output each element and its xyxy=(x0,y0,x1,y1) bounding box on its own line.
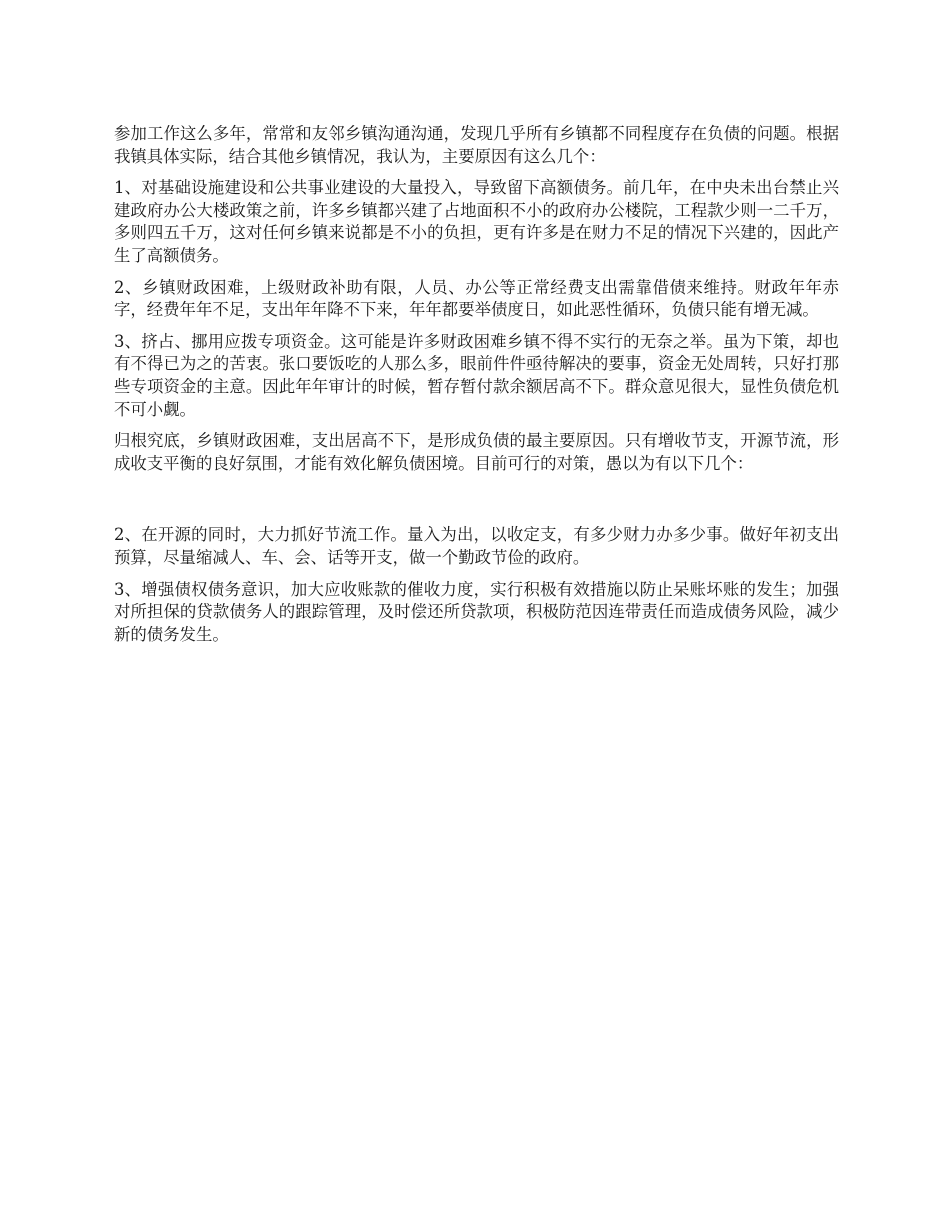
blank-gap xyxy=(114,484,839,524)
paragraph-cause-1: 1、对基础设施建设和公共事业建设的大量投入，导致留下高额债务。前几年，在中央未出台禁止兴建政府办公大楼政策之前，许多乡镇都兴建了占地面积不小的政府办公楼院，工程款少则一二千万，多则四五千万，这对任何乡镇来说都是不小的负担，更有许多是在财力不足的情况下兴建的，因此产生了高额债务。 xyxy=(114,178,839,265)
paragraph-intro: 参加工作这么多年，常常和友邻乡镇沟通沟通，发现几乎所有乡镇都不同程度存在负债的问题。根据我镇具体实际，结合其他乡镇情况，我认为，主要原因有这么几个： xyxy=(114,124,839,166)
document-body xyxy=(114,123,839,655)
paragraph-cause-3: 3、挤占、挪用应拨专项资金。这可能是许多财政困难乡镇不得不实行的无奈之举。虽为下策，却也有不得已为之的苦衷。张口要饭吃的人那么多，眼前件件亟待解决的要事，资金无处周转，只好打那些专项资金的主意。因此年年审计的时候，暂存暂付款余额居高不下。群众意见很大，显性负债危机不可小觑。 xyxy=(114,331,839,419)
paragraph-measure-2: 2、在开源的同时，大力抓好节流工作。量入为出，以收定支，有多少财力办多少事。做好年初支出预算，尽量缩减人、车、会、话等开支，做一个勤政节俭的政府。 xyxy=(114,525,839,567)
paragraph-measure-3: 3、增强债权债务意识，加大应收账款的催收力度，实行积极有效措施以防止呆账坏账的发生；加强对所担保的贷款债务人的跟踪管理，及时偿还所贷款项，积极防范因连带责任而造成债务风险，减少新的债务发生。 xyxy=(114,579,839,644)
paragraph-conclusion: 归根究底，乡镇财政困难，支出居高不下，是形成负债的最主要原因。只有增收节支，开源节流，形成收支平衡的良好氛围，才能有效化解负债困境。目前可行的对策，愚以为有以下几个： xyxy=(114,431,839,473)
paragraph-cause-2: 2、乡镇财政困难，上级财政补助有限，人员、办公等正常经费支出需靠借债来维持。财政年年赤字，经费年年不足，支出年年降不下来，年年都要举债度日，如此恶性循环，负债只能有增无减。 xyxy=(114,277,839,320)
